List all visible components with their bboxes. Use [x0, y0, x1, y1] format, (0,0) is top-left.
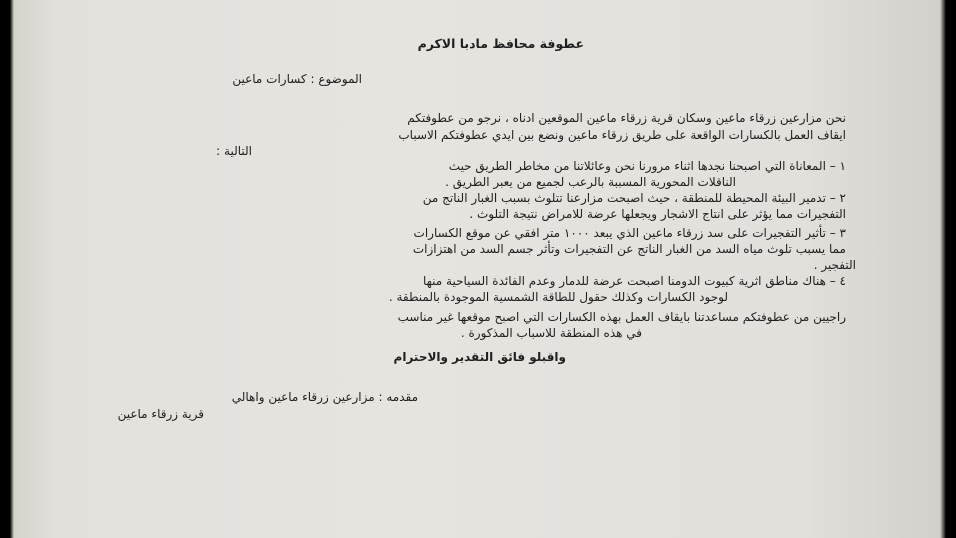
reason-2-line-2: التفجيرات مما يؤثر على انتاج الاشجار ويجعلها عرضة للامراض نتيجة التلوث .: [469, 207, 846, 221]
reason-1-line-2: الناقلات المحورية المسببة بالرعب لجميع من يعبر الطريق .: [445, 175, 736, 189]
letter-subject: الموضوع : كسارات ماعين: [232, 72, 362, 86]
request-line-1: راجيين من عطوفتكم مساعدتنا بايقاف العمل بهذه الكسارات التي اصبح موقعها غير مناسب: [397, 310, 846, 324]
reason-4-line-2: لوجود الكسارات وكذلك حقول للطاقة الشمسية الموجودة بالمنطقة .: [388, 290, 728, 304]
reason-3-line-2: مما يسبب تلوث مياه السد من الغبار الناتج عن التفجيرات وتأثر جسم السد من اهتزازات: [412, 242, 846, 256]
reason-4-line-1: ٤ – هناك مناطق اثرية كبيوت الدومنا اصبحت عرضة للدمار وعدم الفائدة السياحية منها: [422, 274, 846, 288]
signature-line-2: قرية زرقاء ماعين: [117, 407, 204, 421]
reason-3-line-3: التفجير .: [813, 258, 856, 272]
letter-title: عطوفة محافظ مادبا الاكرم: [417, 36, 584, 51]
intro-line-2: ايقاف العمل بالكسارات الواقعة على طريق زرقاء ماعين ونضع بين ايدي عطوفتكم الاسباب: [398, 128, 846, 142]
intro-line-3: التالية :: [216, 144, 252, 158]
letter-sheet: [14, 0, 942, 538]
signature-line-1: مقدمه : مزارعين زرقاء ماعين واهالي: [231, 390, 418, 404]
request-line-2: في هذه المنطقة للاسباب المذكورة .: [460, 326, 642, 340]
intro-line-1: نحن مزارعين زرقاء ماعين وسكان قرية زرقاء ماعين الموقعين ادناه ، نرجو من عطوفتكم: [407, 111, 846, 125]
reason-3-line-1: ٣ – تأثير التفجيرات على سد زرقاء ماعين الذي يبعد ١٠٠٠ متر افقي عن موقع الكسارات: [413, 226, 846, 240]
reason-1-line-1: ١ – المعاناة التي اصبحنا نجدها اثناء مرورنا نحن وعائلاتنا من مخاطر الطريق حيث: [448, 159, 846, 173]
reason-2-line-1: ٢ – تدمير البيئة المحيطة للمنطقة ، حيث اصبحت مزارعنا تتلوث بسبب الغبار الناتج من: [422, 191, 846, 205]
letter-closing: واقبلو فائق التقدير والاحترام: [393, 350, 566, 364]
